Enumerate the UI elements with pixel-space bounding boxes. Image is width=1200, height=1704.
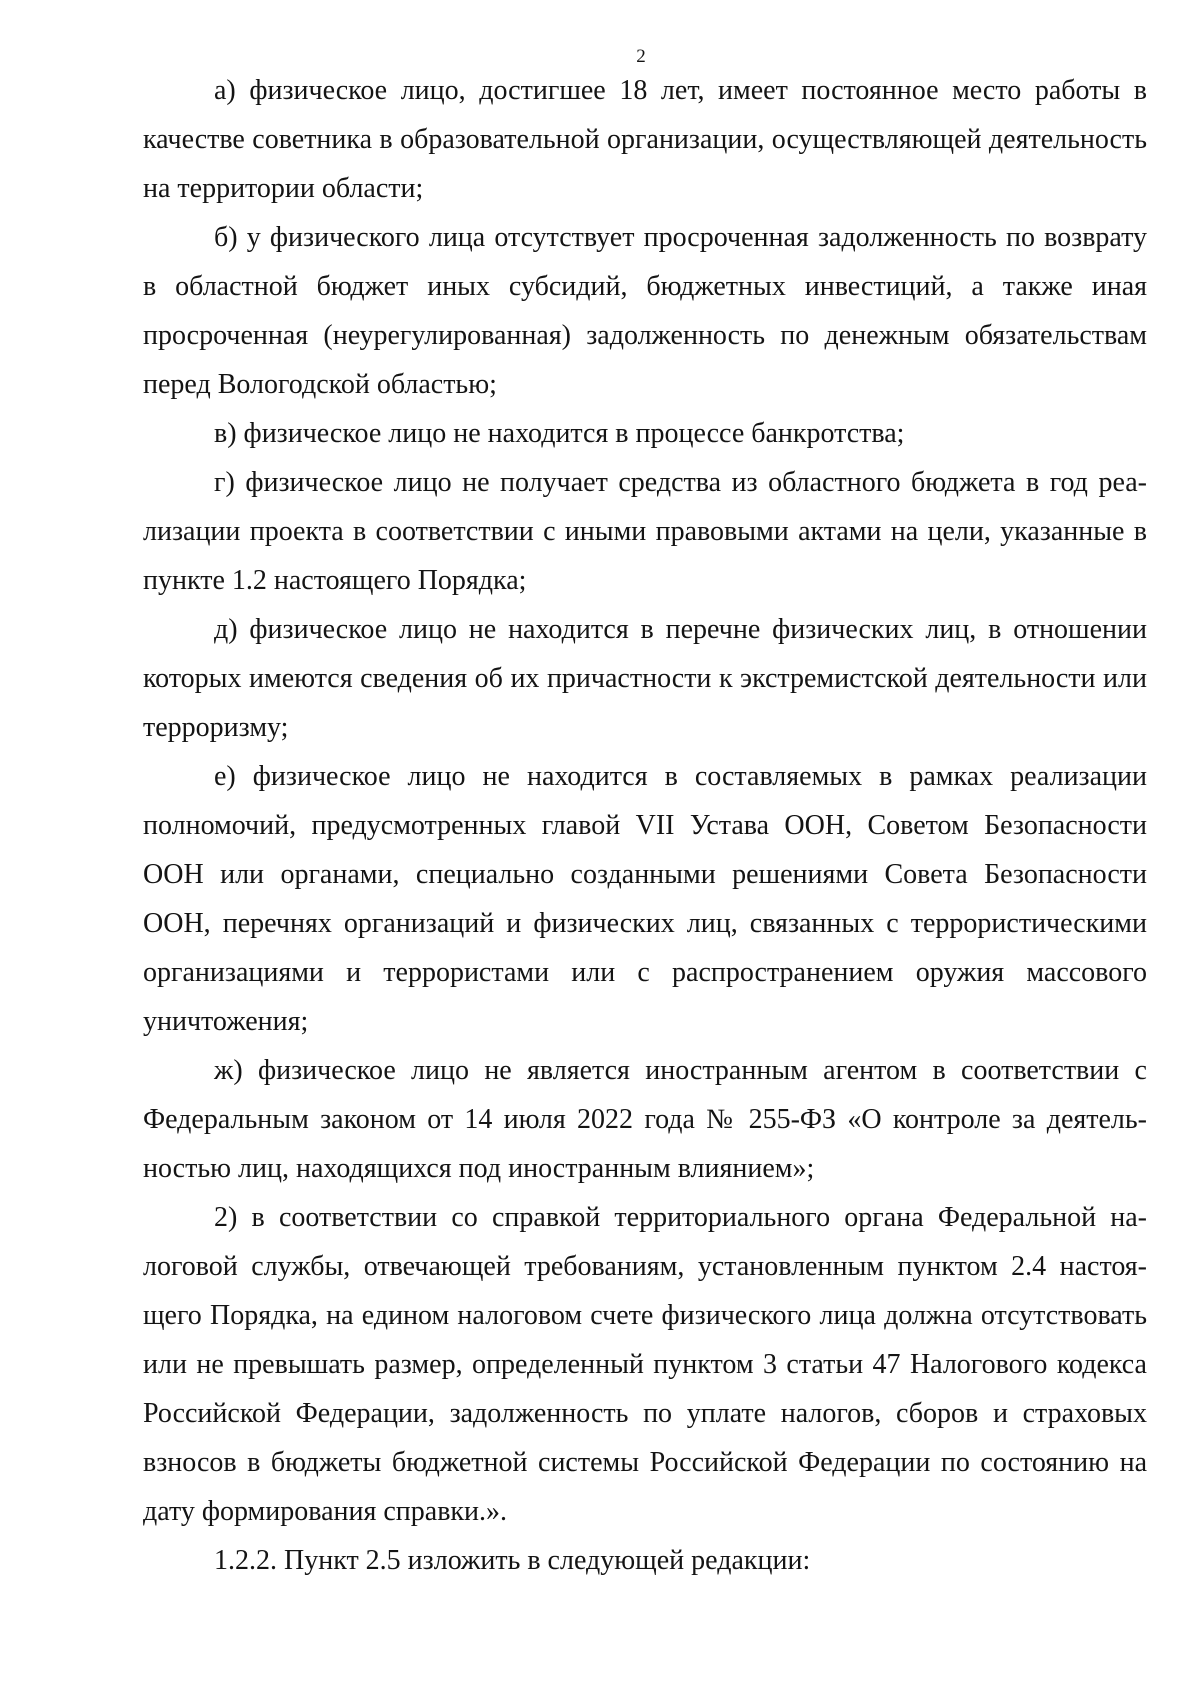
paragraph-1-2-2: 1.2.2. Пункт 2.5 изложить в следующей редакции:	[214, 1545, 811, 1576]
paragraph-g: г) физическое лицо не получает средства из областного бюджета в год реализации проекта в соответствии с иными правовыми актами на цели, указанные в пункте 1.2 настоящего Порядка;	[143, 467, 1147, 596]
page-number: 2	[636, 46, 646, 67]
paragraph-a: а) физическое лицо, достигшее 18 лет, имеет постоянное место работы в качестве советника в образовательной организации, осуществляющей деятельность на территории области;	[143, 75, 1147, 204]
paragraph-b: б) у физического лица отсутствует просроченная задолженность по возврату в областной бюджет иных субсидий, бюджетных инвестиций, а также иная просроченная (неурегулированная) задолженность по денежным обязательствам перед Вологодской областью;	[143, 222, 1147, 400]
paragraph-v: в) физическое лицо не находится в процессе банкротства;	[214, 418, 905, 449]
paragraph-zh: ж) физическое лицо не является иностранным агентом в соответствии с Федеральным законом от 14 июля 2022 года № 255-ФЗ «О контроле за деятельностью лиц, находящихся под иностранным влиянием»;	[143, 1055, 1147, 1184]
paragraph-d: д) физическое лицо не находится в перечне физических лиц, в отношении которых имеются сведения об их причастности к экстремистской деятельности или терроризму;	[143, 614, 1147, 743]
paragraph-2: 2) в соответствии со справкой территориального органа Федеральной налоговой службы, отвечающей требованиям, установленным пунктом 2.4 настоящего Порядка, на едином налоговом счете физического лица должна отсутствовать или не превышать размер, определенный пунктом 3 статьи 47 Налогового кодекса Российской Федерации, задолженность по уплате налогов, сборов и страховых взносов в бюджеты бюджетной системы Российской Федерации по состоянию на дату формирования справки.».	[143, 1202, 1147, 1527]
paragraph-e: е) физическое лицо не находится в составляемых в рамках реализации полномочий, предусмотренных главой VII Устава ООН, Советом Безопасности ООН или органами, специально созданными решениями Совета Безопасности ООН, перечнях организаций и физических лиц, связанных с террористическими организациями и террористами или с распространением оружия массового уничтожения;	[143, 761, 1147, 1037]
document-body	[143, 66, 1147, 1585]
